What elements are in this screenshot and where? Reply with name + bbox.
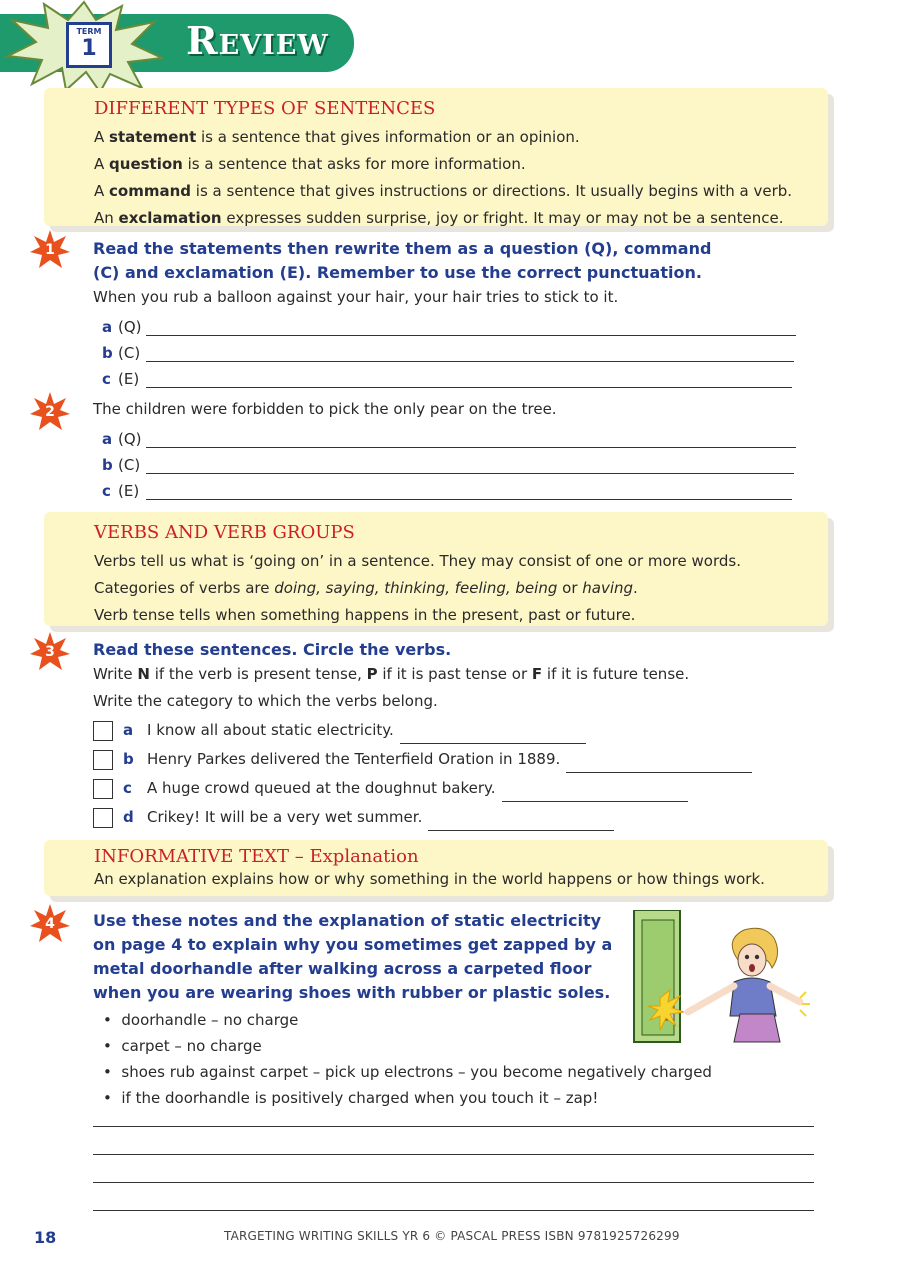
question-3-tense-instruction: Write N if the verb is present tense, P if it is past tense or F if it is future tense. <box>93 665 690 683</box>
answer-row-1c: c (E) <box>102 366 792 392</box>
answer-checkbox[interactable] <box>93 750 113 770</box>
info-panel-verbs <box>44 512 828 626</box>
definition-question: A question is a sentence that asks for more information. <box>94 155 526 173</box>
question-1-sentence: When you rub a balloon against your hair, your hair tries to stick to it. <box>93 288 619 306</box>
answer-line[interactable] <box>146 499 792 500</box>
answer-row-2b: b (C) <box>102 452 794 478</box>
exercise-row-3c: c A huge crowd queued at the doughnut bakery. <box>93 774 713 802</box>
exercise-row-3b: b Henry Parkes delivered the Tenterfield Oration in 1889. <box>93 745 773 773</box>
verb-categories: Categories of verbs are doing, saying, thinking, feeling, being or having. <box>94 579 638 597</box>
answer-blank[interactable] <box>502 781 688 802</box>
answer-checkbox[interactable] <box>93 808 113 828</box>
question-4-star-icon: 4 <box>30 904 70 944</box>
footer-credit: TARGETING WRITING SKILLS YR 6 © PASCAL PRESS ISBN 9781925726299 <box>224 1229 680 1243</box>
question-3-star-icon: 3 <box>30 632 70 672</box>
answer-line[interactable] <box>146 473 794 474</box>
note-bullet: • doorhandle – no charge <box>103 1011 299 1029</box>
answer-blank[interactable] <box>566 752 752 773</box>
page-title: Review <box>186 18 329 63</box>
exercise-row-3d: d Crikey! It will be a very wet summer. <box>93 803 633 831</box>
definition-command: A command is a sentence that gives instructions or directions. It usually begins with a verb. <box>94 182 793 200</box>
question-3-instruction: Read these sentences. Circle the verbs. <box>93 640 452 659</box>
note-bullet: • shoes rub against carpet – pick up electrons – you become negatively charged <box>103 1063 712 1081</box>
question-2-star-icon: 2 <box>30 392 70 432</box>
definition-statement: A statement is a sentence that gives information or an opinion. <box>94 128 580 146</box>
panel-title: INFORMATIVE TEXT – Explanation <box>94 846 419 867</box>
info-panel-explanation <box>44 840 828 896</box>
verb-tense-definition: Verb tense tells when something happens in the present, past or future. <box>94 606 636 624</box>
answer-line[interactable] <box>146 447 796 448</box>
verbs-definition: Verbs tell us what is ‘going on’ in a sentence. They may consist of one or more words. <box>94 552 741 570</box>
answer-blank[interactable] <box>400 723 586 744</box>
term-number: 1 <box>81 36 97 61</box>
answer-row-2a: a (Q) <box>102 426 796 452</box>
explanation-definition: An explanation explains how or why something in the world happens or how things work. <box>94 870 765 888</box>
term-badge <box>66 22 112 68</box>
answer-checkbox[interactable] <box>93 721 113 741</box>
question-1-star-icon: 1 <box>30 230 70 270</box>
zapped-girl-illustration-icon <box>630 910 810 1045</box>
note-bullet: • carpet – no charge <box>103 1037 262 1055</box>
panel-title: VERBS AND VERB GROUPS <box>94 522 355 543</box>
question-1-instruction: Read the statements then rewrite them as a question (Q), command (C) and exclamation (E). Remember to use the correct punctuation. <box>93 239 712 282</box>
exercise-row-3a: a I know all about static electricity. <box>93 716 613 744</box>
answer-checkbox[interactable] <box>93 779 113 799</box>
answer-line[interactable] <box>146 387 792 388</box>
writing-line[interactable] <box>93 1182 814 1183</box>
answer-row-1a: a (Q) <box>102 314 796 340</box>
answer-blank[interactable] <box>428 810 614 831</box>
info-panel-sentence-types <box>44 88 828 226</box>
writing-line[interactable] <box>93 1154 814 1155</box>
answer-row-2c: c (E) <box>102 478 792 504</box>
note-bullet: • if the doorhandle is positively charged when you touch it – zap! <box>103 1089 599 1107</box>
question-4-instruction: Use these notes and the explanation of static electricity on page 4 to explain why you sometimes get zapped by a metal doorhandle after walking across a carpeted floor when you are wearing shoes with rubber or plastic soles. <box>93 911 613 1002</box>
panel-title: DIFFERENT TYPES OF SENTENCES <box>94 98 436 119</box>
definition-exclamation: An exclamation expresses sudden surprise, joy or fright. It may or may not be a sentence. <box>94 209 784 227</box>
writing-line[interactable] <box>93 1210 814 1211</box>
question-2-sentence: The children were forbidden to pick the only pear on the tree. <box>93 400 557 418</box>
question-3-category-instruction: Write the category to which the verbs belong. <box>93 692 438 710</box>
term-label: TERM <box>76 27 102 36</box>
writing-line[interactable] <box>93 1126 814 1127</box>
page-number: 18 <box>34 1228 57 1247</box>
answer-row-1b: b (C) <box>102 340 794 366</box>
answer-line[interactable] <box>146 361 794 362</box>
answer-line[interactable] <box>146 335 796 336</box>
